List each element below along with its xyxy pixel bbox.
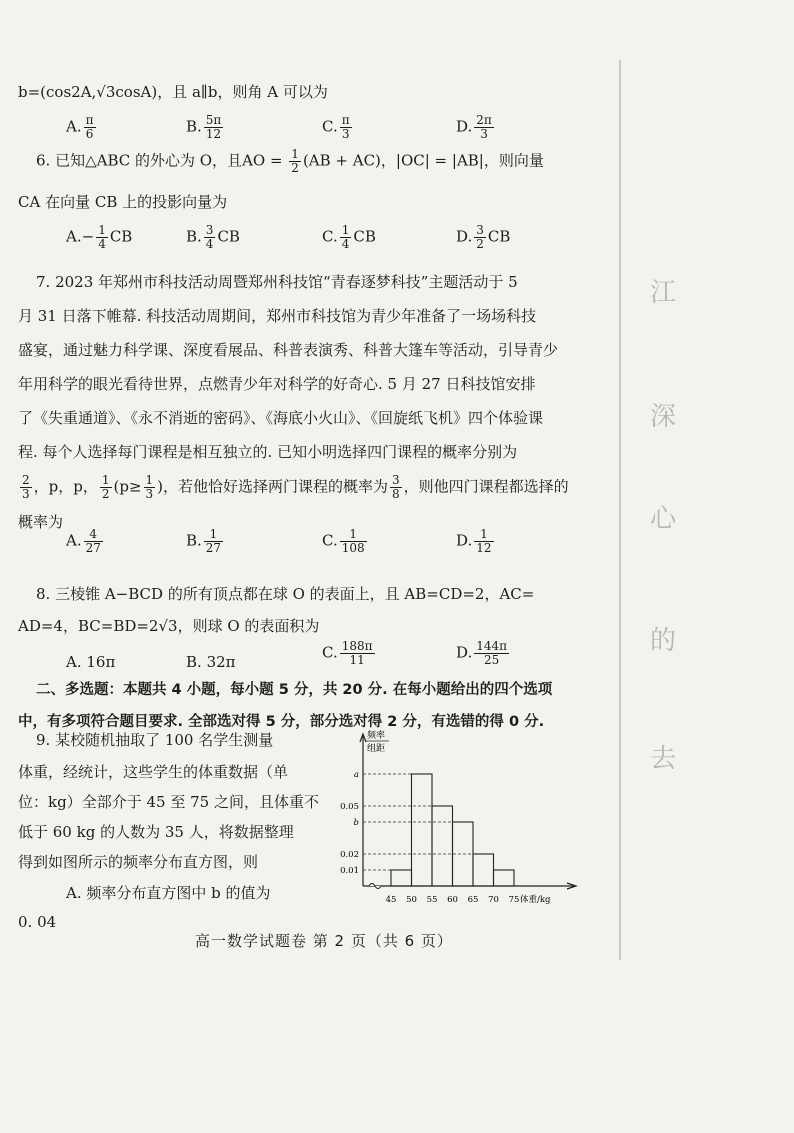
x-tick-label: 65 [467, 895, 479, 905]
q9-line-6: A. 频率分布直方图中 b 的值为 [66, 884, 271, 902]
q9-line-2: 体重，经统计，这些学生的体重数据（单 [18, 763, 289, 781]
axis-break [369, 884, 381, 889]
histogram-bar [412, 774, 433, 886]
q7-line-1: 7. 2023 年郑州市科技活动周暨郑州科技馆“青春逐梦科技”主题活动于 5 [36, 273, 518, 291]
q8-line-1: 8. 三棱锥 A−BCD 的所有顶点都在球 O 的表面上，且 AB=CD=2，AC= [36, 585, 535, 603]
q9-line-7: 0. 04 [18, 913, 57, 931]
q9-line-1: 9. 某校随机抽取了 100 名学生测量 [36, 731, 274, 749]
q5-option-b[interactable]: B. $\frac{5\pi}{12}$ [186, 113, 222, 141]
q7-line-2: 月 31 日落下帷幕. 科技活动周期间，郑州市科技馆为青少年准备了一场场科技 [18, 307, 537, 325]
x-tick-label: 70 [488, 895, 499, 905]
y-tick-label: 0.05 [340, 802, 359, 812]
y-tick-label: b [353, 818, 359, 828]
histogram-bar [391, 870, 412, 886]
q8-option-b[interactable]: B. 32π [186, 653, 236, 671]
q6-option-b[interactable]: B. $\frac{3}{4}$ CB [186, 223, 240, 251]
page-footer: 高一数学试题卷 第 2 页（共 6 页） [195, 932, 453, 950]
q7-option-c[interactable]: C. $\frac{1}{108}$ [322, 527, 365, 555]
q8-option-d[interactable]: D. $\frac{144\pi}{25}$ [456, 639, 508, 667]
q7-option-a[interactable]: A. $\frac{4}{27}$ [66, 527, 101, 555]
histogram-bar [473, 854, 494, 886]
section2-heading-line2: 中，有多项符合题目要求. 全部选对得 5 分，部分选对得 2 分，有选错的得 0 分. [18, 714, 545, 730]
y-tick-label: 0.01 [340, 866, 359, 876]
q9-line-3: 位：kg）全部介于 45 至 75 之间，且体重不 [18, 793, 319, 811]
fold-line [619, 60, 621, 960]
q8-option-c[interactable]: C. $\frac{188\pi}{11}$ [322, 639, 373, 667]
section2-heading-line1: 二、多选题：本题共 4 小题，每小题 5 分，共 20 分. 在每小题给出的四个选项 [36, 682, 553, 698]
q7-line-4: 年用科学的眼光看待世界，点燃青少年对科学的好奇心. 5 月 27 日科技馆安排 [18, 375, 536, 393]
q7-line-3: 盛宴，通过魅力科学课、深度看展品、科普表演秀、科普大篷车等活动，引导青少 [18, 341, 559, 359]
q9-line-5: 得到如图所示的频率分布直方图，则 [18, 853, 259, 871]
q6-option-c[interactable]: C. $\frac{1}{4}$ CB [322, 223, 376, 251]
y-tick-label: 0.02 [340, 850, 359, 860]
q5-option-d[interactable]: D. $\frac{2\pi}{3}$ [456, 113, 492, 141]
q9-line-4: 低于 60 kg 的人数为 35 人，将数据整理 [18, 823, 294, 841]
q5-option-a[interactable]: A. $\frac{\pi}{6}$ [66, 113, 94, 141]
q7-line-6: 程. 每个人选择每门课程是相互独立的. 已知小明选择四门课程的概率分别为 [18, 443, 518, 461]
y-label-top: 频率 [367, 731, 386, 741]
q6-stem-line2: CA 在向量 CB 上的投影向量为 [18, 193, 228, 211]
histogram-bar [494, 870, 515, 886]
x-axis-label: 体重/kg [520, 895, 551, 905]
q7-line-8: 概率为 [18, 513, 64, 531]
right-margin-mark: 江 [650, 278, 677, 308]
q7-line-7: $\frac{2}{3}$ ，p，p， $\frac{1}{2}$ (p≥ $\frac{1}{3}$ )，若他恰好选择两门课程的概率为 $\frac{3}{8}$ ，则他四门课程都选择的 [22, 473, 569, 501]
x-tick-label: 45 [385, 895, 397, 905]
y-tick-label: a [353, 770, 359, 780]
q6-option-d[interactable]: D. $\frac{3}{2}$ CB [456, 223, 511, 251]
right-margin-mark: 去 [650, 744, 677, 774]
q8-line-2: AD=4，BC=BD=2√3，则球 O 的表面积为 [18, 617, 320, 635]
q6-stem-line1: 6. 已知△ABC 的外心为 O，且AO = $\frac{1}{2}$ (AB + AC)，|OC| = |AB|，则向量 [36, 147, 544, 175]
x-tick-label: 50 [406, 895, 417, 905]
x-tick-label: 60 [447, 895, 458, 905]
q7-option-d[interactable]: D. $\frac{1}{12}$ [456, 527, 492, 555]
x-tick-label: 55 [426, 895, 438, 905]
q5-stem: b=(cos2A,√3cosA)，且 a∥b，则角 A 可以为 [18, 83, 328, 101]
y-label-bottom: 组距 [367, 744, 386, 754]
histogram-bar [432, 806, 453, 886]
frequency-histogram [318, 728, 583, 918]
q8-option-a[interactable]: A. 16π [66, 653, 116, 671]
right-margin-mark: 深 [650, 402, 677, 432]
q5-option-c[interactable]: C. $\frac{\pi}{3}$ [322, 113, 350, 141]
right-margin-mark: 心 [650, 504, 677, 534]
right-margin-mark: 的 [650, 626, 677, 656]
q7-line-5: 了《失重通道》、《永不消逝的密码》、《海底小火山》、《回旋纸飞机》四个体验课 [18, 409, 544, 427]
x-tick-label: 75 [508, 895, 520, 905]
q6-option-a[interactable]: A.− $\frac{1}{4}$ CB [66, 223, 133, 251]
q7-option-b[interactable]: B. $\frac{1}{27}$ [186, 527, 222, 555]
